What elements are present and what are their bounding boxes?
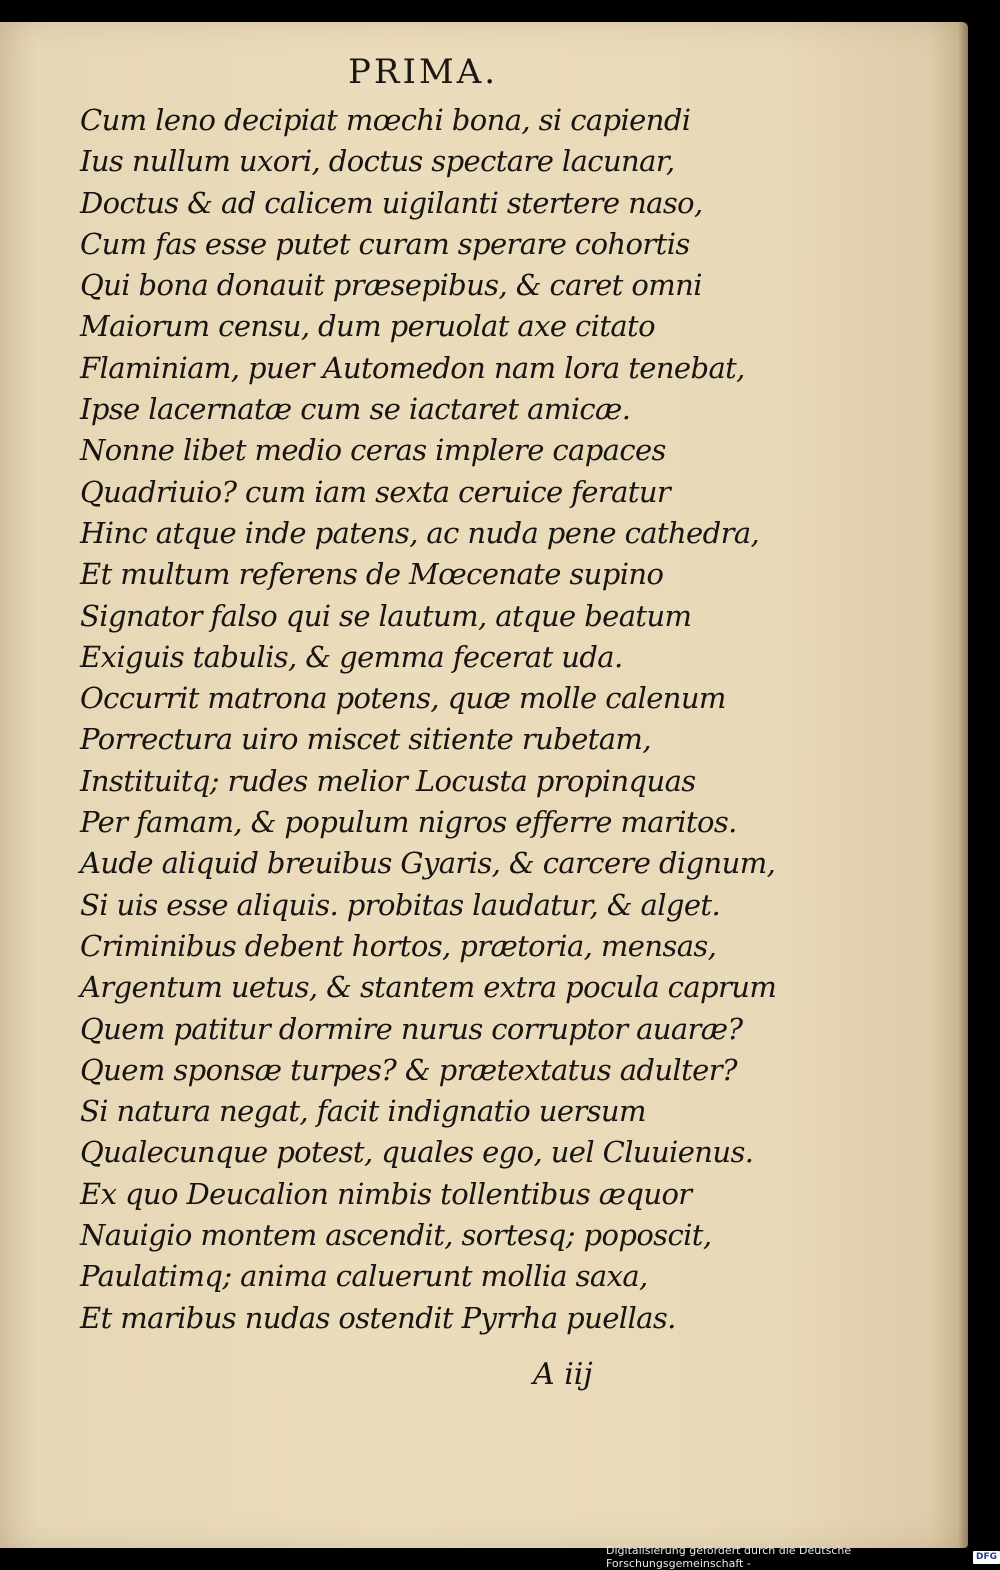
verse-line: Ipse lacernatæ cum se iactaret amicæ. bbox=[80, 392, 631, 427]
verse-line: Et multum referens de Mœcenate supino bbox=[80, 557, 664, 592]
verse-line: Cum leno decipiat mœchi bona, si capiendi bbox=[80, 103, 691, 137]
verse-line: Argentum uetus, & stantem extra pocula caprum bbox=[80, 970, 777, 1005]
verse-line: Et maribus nudas ostendit Pyrrha puellas. bbox=[80, 1300, 676, 1335]
verse-line: Aude aliquid breuibus Gyaris, & carcere dignum, bbox=[80, 846, 776, 881]
signature-mark: A iij bbox=[533, 1357, 593, 1392]
verse-line: Hinc atque inde patens, ac nuda pene cathedra, bbox=[80, 515, 760, 550]
verse-line: Cum fas esse putet curam sperare cohortis bbox=[80, 226, 690, 261]
verse-line: Doctus & ad calicem uigilanti stertere naso, bbox=[80, 185, 703, 220]
verse-line: Flaminiam, puer Automedon nam lora tenebat, bbox=[80, 350, 745, 385]
verse-line: Criminibus debent hortos, prætoria, mensas, bbox=[80, 928, 717, 963]
verse-line: Qui bona donauit præsepibus, & caret omni bbox=[80, 268, 702, 303]
verse-line: Paulatimq; anima caluerunt mollia saxa, bbox=[80, 1259, 648, 1294]
verse-line: Porrectura uiro miscet sitiente rubetam, bbox=[80, 722, 651, 757]
verse-line: Maiorum censu, dum peruolat axe citato bbox=[80, 309, 655, 344]
verse-line: Ex quo Deucalion nimbis tollentibus æquor bbox=[80, 1176, 692, 1211]
verse-line: Ius nullum uxori, doctus spectare lacunar, bbox=[80, 144, 675, 179]
digitization-credit bbox=[606, 1544, 1000, 1570]
verse-line: Occurrit matrona potens, quæ molle calenum bbox=[80, 681, 726, 716]
verse-line: Exiguis tabulis, & gemma fecerat uda. bbox=[80, 639, 623, 674]
running-head: PRIMA. bbox=[348, 52, 499, 92]
verse-line: Nonne libet medio ceras implere capaces bbox=[80, 433, 666, 468]
book-page bbox=[0, 22, 968, 1548]
verse-block bbox=[80, 100, 780, 1339]
verse-line: Per famam, & populum nigros efferre maritos. bbox=[80, 805, 737, 840]
verse-line: Instituitq; rudes melior Locusta propinquas bbox=[80, 763, 696, 798]
verse-line: Quem sponsæ turpes? & prætextatus adulter? bbox=[80, 1052, 737, 1087]
verse-line: Qualecunque potest, quales ego, uel Cluuienus. bbox=[80, 1135, 754, 1170]
verse-line: Si uis esse aliquis. probitas laudatur, & alget. bbox=[80, 887, 721, 922]
verse-line: Nauigio montem ascendit, sortesq; poposcit, bbox=[80, 1218, 712, 1253]
verse-line: Quem patitur dormire nurus corruptor auaræ? bbox=[80, 1011, 743, 1046]
dfg-logo: DFG bbox=[973, 1551, 1000, 1564]
verse-line: Signator falso qui se lautum, atque beatum bbox=[80, 598, 692, 633]
credit-text: Digitalisierung gefördert durch die Deutsche Forschungsgemeinschaft - bbox=[606, 1544, 852, 1570]
verse-line: Si natura negat, facit indignatio uersum bbox=[80, 1094, 646, 1129]
verse-line: Quadriuio? cum iam sexta ceruice feratur bbox=[80, 474, 671, 509]
